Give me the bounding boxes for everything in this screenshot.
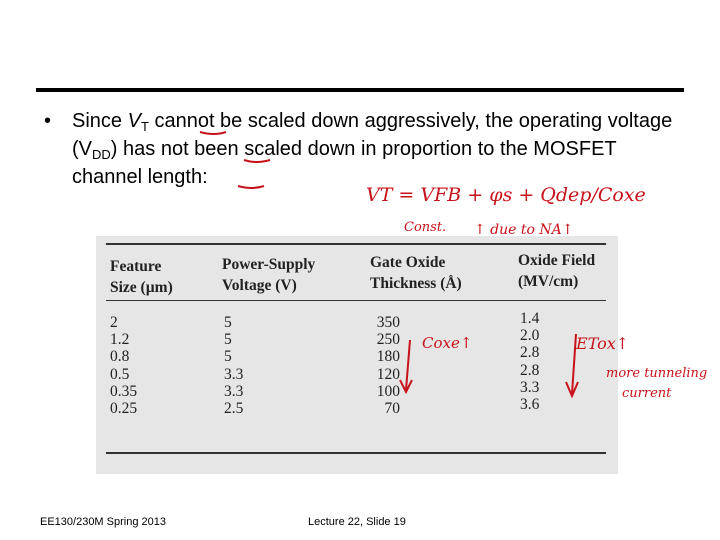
- underline-cannot: [200, 132, 226, 134]
- bullet-text-part: cannot be scaled down aggressively, the operating voltage (: [72, 110, 673, 160]
- table-cell: 3.3: [224, 382, 244, 400]
- due-to-na-annotation: ↑ due to NA↑: [474, 222, 574, 238]
- table-cell: 2.8: [520, 361, 540, 379]
- underline-length: [238, 186, 264, 188]
- table-cell: 3.6: [520, 395, 540, 413]
- vt-symbol: V: [127, 110, 141, 132]
- table-cell: 0.8: [110, 348, 130, 366]
- table-cell: 5: [224, 331, 232, 349]
- table-cell: 5: [224, 348, 232, 366]
- table-cell: 180: [376, 348, 400, 366]
- header-line: Power-Supply: [222, 256, 316, 273]
- table-cell: 120: [376, 365, 400, 383]
- table-cell: 0.5: [110, 365, 130, 383]
- table-cell: 0.35: [110, 382, 138, 400]
- bullet-dot: •: [44, 110, 52, 132]
- table-cell: 1.2: [110, 331, 130, 349]
- header-line: Gate Oxide: [370, 254, 446, 271]
- table-cell: 3.3: [224, 365, 244, 383]
- header-line: (MV/cm): [518, 273, 579, 290]
- table-cell: 250: [376, 331, 400, 349]
- table-cell: 350: [376, 314, 400, 331]
- header-line: Thickness (Å): [370, 275, 462, 292]
- bullet-text-part: Since: [72, 110, 128, 132]
- table-cell: 2.5: [224, 399, 244, 417]
- header-line: Size (µm): [110, 279, 173, 296]
- header-line: Voltage (V): [222, 277, 297, 294]
- bullet-text-part: ) has not been scaled down in proportion to the MOSFET channel length:: [72, 138, 617, 188]
- const-annotation: Const.: [404, 220, 447, 235]
- table-cell: 2: [110, 314, 118, 331]
- coxe-arrow-icon: [400, 340, 412, 392]
- underline-not: [244, 160, 270, 162]
- field-arrow-icon: [566, 334, 578, 396]
- coxe-annotation: Coxe↑: [422, 334, 473, 352]
- table-cell: 3.3: [520, 378, 540, 396]
- tunneling-line: more tunneling: [606, 366, 708, 381]
- table-cell: 2.0: [520, 327, 540, 345]
- table-cell: 5: [224, 314, 232, 331]
- tunneling-line: current: [622, 386, 672, 401]
- header-line: Oxide Field: [518, 252, 596, 269]
- vt-equation-annotation: VT = VFB + φs + Qdep/Coxe: [366, 184, 646, 206]
- etox-annotation: ETox↑: [576, 334, 630, 353]
- table-cell: 2.8: [520, 344, 540, 362]
- table-cell: 0.25: [110, 399, 138, 417]
- vdd-symbol: V: [78, 138, 93, 160]
- vdd-subscript: DD: [92, 147, 111, 162]
- table-cell: 70: [384, 399, 400, 417]
- table-cell: 100: [376, 382, 400, 400]
- table-cell: 1.4: [520, 310, 540, 327]
- footer-slide-number: Lecture 22, Slide 19: [308, 516, 406, 528]
- footer-course: EE130/230M Spring 2013: [40, 516, 166, 528]
- vt-subscript: T: [140, 119, 149, 134]
- header-line: Feature: [110, 258, 162, 275]
